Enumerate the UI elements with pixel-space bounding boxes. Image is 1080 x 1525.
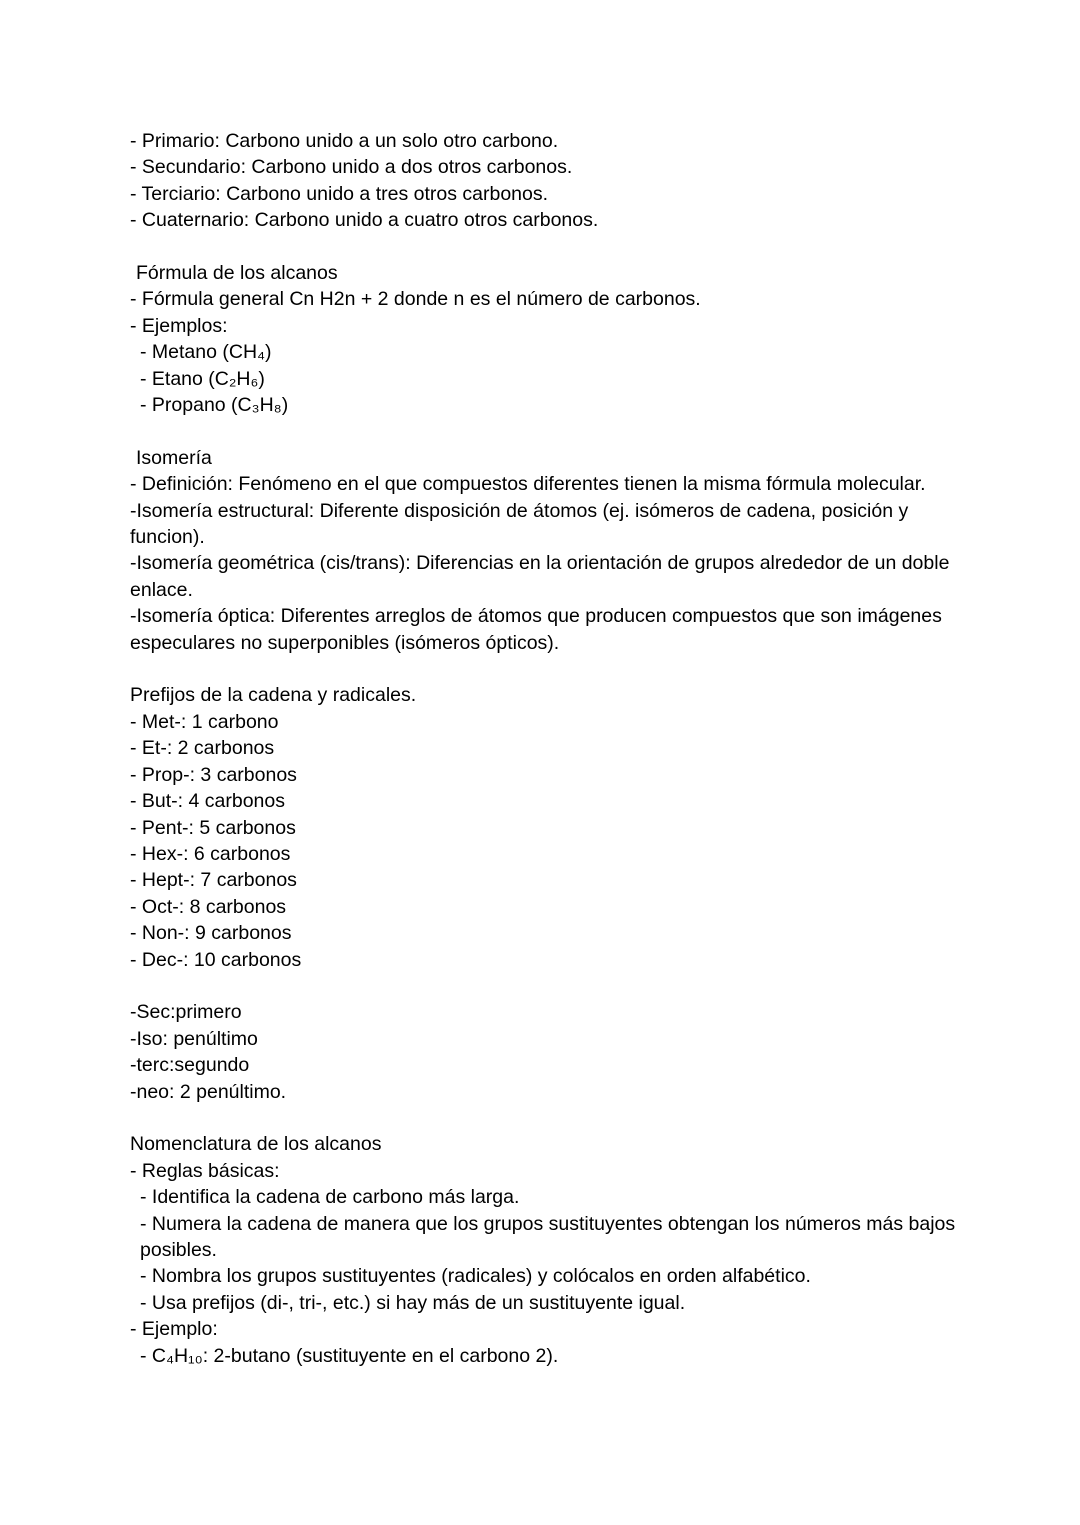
text-line: - But-: 4 carbonos <box>130 790 285 813</box>
text-line: - Non-: 9 carbonos <box>130 922 292 945</box>
text-line: -Isomería geométrica (cis/trans): Diferencias en la orientación de grupos alrededor de un doble enlace. <box>130 552 955 601</box>
text-line: - Secundario: Carbono unido a dos otros carbonos. <box>130 156 573 179</box>
text-line: - Ejemplo: <box>130 1318 218 1341</box>
text-line: - Usa prefijos (di-, tri-, etc.) si hay más de un sustituyente igual. <box>140 1291 686 1314</box>
text-block-prefijos-de-la-cadena-y-radicales <box>130 682 970 972</box>
text-line: - Hex-: 6 carbonos <box>130 842 291 865</box>
text-block-formula-de-los-alcanos <box>130 260 970 418</box>
text-line: - Terciario: Carbono unido a tres otros carbonos. <box>130 182 549 205</box>
text-line: - Identifica la cadena de carbono más larga. <box>140 1186 520 1209</box>
text-line: - Metano (CH₄) <box>140 341 272 364</box>
text-line: - Etano (C₂H₆) <box>140 367 265 390</box>
document-text-body <box>130 128 970 1369</box>
text-line: - Dec-: 10 carbonos <box>130 948 302 971</box>
text-line: - Fórmula general Cn H2n + 2 donde n es el número de carbonos. <box>130 288 701 311</box>
text-line: - Nombra los grupos sustituyentes (radicales) y colócalos en orden alfabético. <box>140 1265 811 1288</box>
text-block-tipos-de-carbono <box>130 128 970 234</box>
text-line: - Numera la cadena de manera que los grupos sustituyentes obtengan los números más bajos posibles. <box>140 1212 961 1261</box>
text-line: - Cuaternario: Carbono unido a cuatro otros carbonos. <box>130 209 599 232</box>
text-line: -terc:segundo <box>130 1054 250 1077</box>
text-line: - Reglas básicas: <box>130 1159 280 1182</box>
text-line: -neo: 2 penúltimo. <box>130 1080 287 1103</box>
text-line: Prefijos de la cadena y radicales. <box>130 684 417 707</box>
text-line: Isomería <box>136 446 212 469</box>
text-block-isomeria <box>130 445 970 656</box>
text-line: -Isomería estructural: Diferente disposición de átomos (ej. isómeros de cadena, posición y funcion). <box>130 499 914 549</box>
text-line: -Sec:primero <box>130 1001 242 1024</box>
text-line: - Et-: 2 carbonos <box>130 737 275 760</box>
text-line: - Pent-: 5 carbonos <box>130 816 296 839</box>
text-line: - Met-: 1 carbono <box>130 710 279 733</box>
text-line: - Prop-: 3 carbonos <box>130 763 297 786</box>
text-line: Nomenclatura de los alcanos <box>130 1133 382 1156</box>
text-line: - Primario: Carbono unido a un solo otro carbono. <box>130 130 559 152</box>
text-line: - C₄H₁₀: 2-butano (sustituyente en el carbono 2). <box>140 1344 559 1367</box>
text-line: - Oct-: 8 carbonos <box>130 895 287 918</box>
text-line: - Propano (C₃H₈) <box>140 394 289 417</box>
text-line: - Definición: Fenómeno en el que compuestos diferentes tienen la misma fórmula molecular. <box>130 473 926 496</box>
text-line: -Isomería óptica: Diferentes arreglos de átomos que producen compuestos que son imágenes especulares no superponibles (isómeros ópticos). <box>130 605 948 654</box>
text-block-prefijos-especiales <box>130 999 970 1105</box>
text-line: - Hept-: 7 carbonos <box>130 869 297 892</box>
text-line: -Iso: penúltimo <box>130 1027 258 1050</box>
text-block-nomenclatura-de-los-alcanos <box>130 1131 970 1369</box>
text-line: - Ejemplos: <box>130 314 228 337</box>
text-line: Fórmula de los alcanos <box>136 262 338 285</box>
